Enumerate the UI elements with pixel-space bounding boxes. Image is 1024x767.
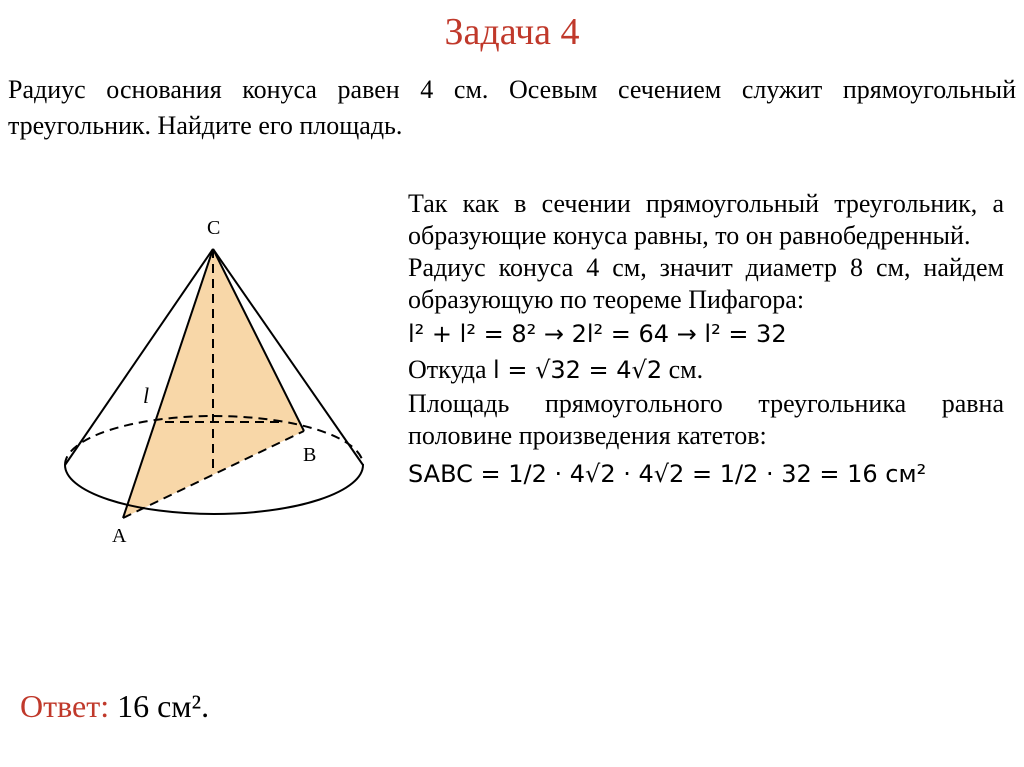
solution-paragraph-1: Так как в сечении прямоугольный треугольник, а образующие конуса равны, то он равнобедренный. bbox=[408, 189, 1004, 250]
solution-paragraph-2: Радиус конуса 4 см, значит диаметр 8 см, найдем образующую по теореме Пифагора: bbox=[408, 253, 1004, 314]
vertex-label-a: A bbox=[112, 525, 127, 547]
answer bbox=[20, 688, 209, 725]
vertex-label-c: C bbox=[207, 217, 221, 239]
problem-statement: Радиус основания конуса равен 4 см. Осевым сечением служит прямоугольный треугольник. Найдите его площадь. bbox=[8, 75, 1016, 140]
equation-generatrix: l = √32 = 4√2 bbox=[493, 356, 663, 384]
answer-value: 16 см². bbox=[117, 688, 210, 724]
section-triangle bbox=[123, 249, 304, 518]
equation-pythagoras: l² + l² = 8² → 2l² = 64 → l² = 32 bbox=[408, 320, 787, 348]
generatrix-label-l: l bbox=[143, 383, 150, 408]
slide-title: Задача 4 bbox=[444, 11, 580, 53]
equation-generatrix-suffix: см. bbox=[668, 355, 704, 384]
equation-generatrix-line bbox=[408, 352, 1004, 388]
cone-figure bbox=[40, 200, 400, 560]
answer-label: Ответ: bbox=[20, 688, 110, 724]
solution-paragraph-3: Площадь прямоугольного треугольника равна половине произведения катетов: bbox=[408, 389, 1004, 450]
equation-area: SABC = 1/2 · 4√2 · 4√2 = 1/2 · 32 = 16 см² bbox=[408, 460, 927, 488]
equation-generatrix-prefix: Откуда bbox=[408, 355, 487, 384]
solution-block bbox=[408, 188, 1004, 492]
vertex-label-b: B bbox=[303, 444, 317, 466]
